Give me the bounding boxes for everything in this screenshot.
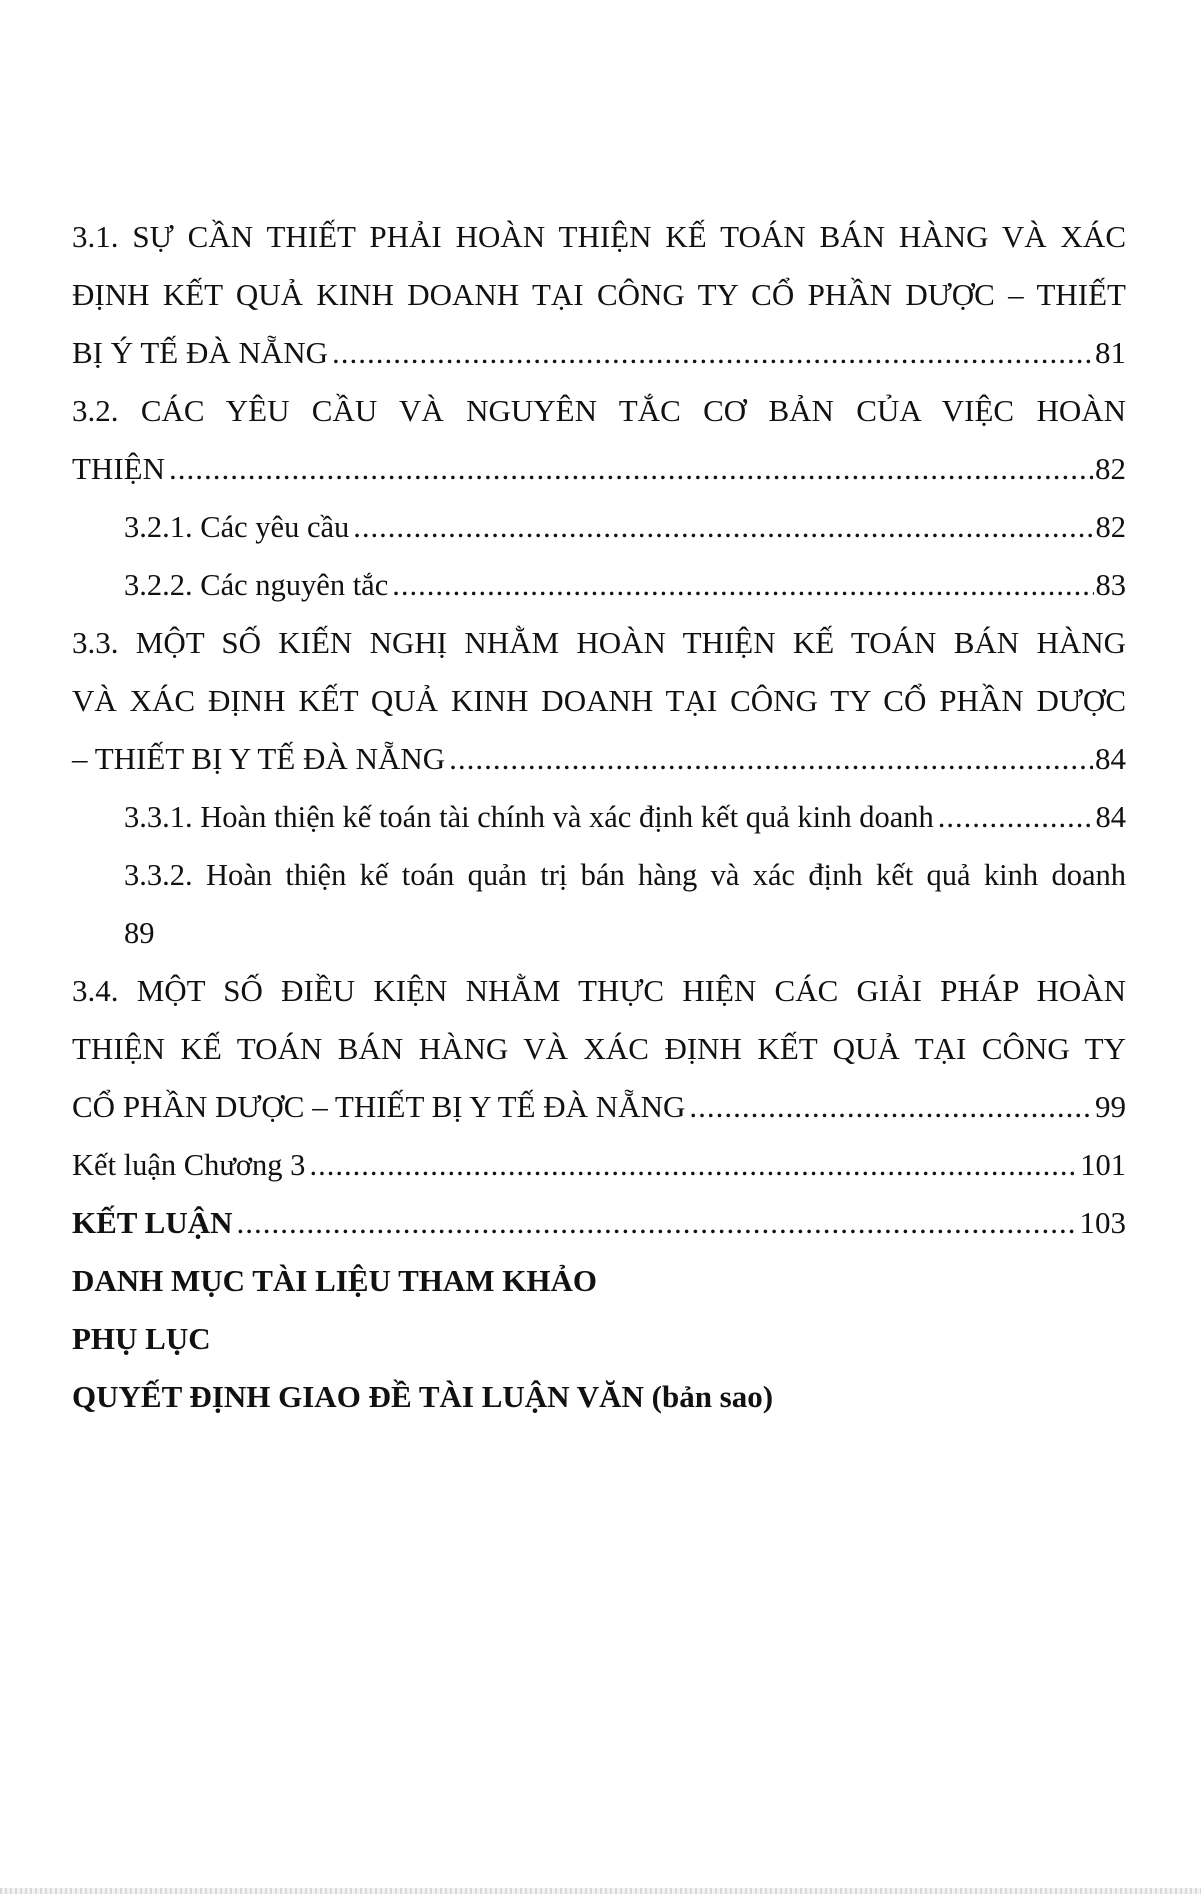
toc-entry-3-3-line-1: 3.3. MỘT SỐ KIẾN NGHỊ NHẰM HOÀN THIỆN KẾ TOÁN BÁN HÀNG <box>72 625 1126 660</box>
toc-entry-3-3-title: – THIẾT BỊ Y TẾ ĐÀ NẴNG <box>72 741 446 776</box>
toc-entry-3-3-2-line-1[interactable]: 3.3.2. Hoàn thiện kế toán quản trị bán hàng và xác định kết quả kinh doanh <box>124 858 1126 892</box>
toc-entry-3-2-page: 82 <box>1095 451 1126 486</box>
dot-leader <box>689 1078 1093 1136</box>
toc-entry-3-1[interactable] <box>72 324 1126 382</box>
dot-leader <box>332 324 1093 382</box>
toc-entry-3-1-line-2: ĐỊNH KẾT QUẢ KINH DOANH TẠI CÔNG TY CỔ PHẦN DƯỢC – THIẾT <box>72 277 1126 312</box>
toc-entry-3-3-page: 84 <box>1095 741 1126 776</box>
toc-entry-3-2-line-1: 3.2. CÁC YÊU CẦU VÀ NGUYÊN TẮC CƠ BẢN CỦA VIỆC HOÀN <box>72 393 1126 428</box>
toc-entry-3-1-page: 81 <box>1095 335 1126 370</box>
toc-entry-chapter-3-conclusion[interactable] <box>72 1136 1126 1194</box>
toc-entry-appendix[interactable]: PHỤ LỤC <box>72 1321 211 1356</box>
toc-entry-3-4-line-2: THIỆN KẾ TOÁN BÁN HÀNG VÀ XÁC ĐỊNH KẾT QUẢ TẠI CÔNG TY <box>72 1031 1126 1066</box>
toc-entry-conclusion-page: 103 <box>1079 1205 1126 1240</box>
toc-entry-3-2-2-title: 3.2.2. Các nguyên tắc <box>124 568 389 602</box>
toc-entry-3-4-page: 99 <box>1095 1089 1126 1124</box>
toc-entry-3-3-line-2: VÀ XÁC ĐỊNH KẾT QUẢ KINH DOANH TẠI CÔNG TY CỔ PHẦN DƯỢC <box>72 683 1126 718</box>
toc-entry-3-1-title: BỊ Ý TẾ ĐÀ NẴNG <box>72 335 329 370</box>
toc-entry-3-1-line-1: 3.1. SỰ CẦN THIẾT PHẢI HOÀN THIỆN KẾ TOÁN BÁN HÀNG VÀ XÁC <box>72 219 1126 254</box>
toc-entry-3-4-line-1: 3.4. MỘT SỐ ĐIỀU KIỆN NHẰM THỰC HIỆN CÁC GIẢI PHÁP HOÀN <box>72 973 1126 1008</box>
dot-leader <box>392 556 1093 614</box>
toc-entry-chapter-3-conclusion-title: Kết luận Chương 3 <box>72 1148 306 1182</box>
toc-entry-3-4[interactable] <box>72 1078 1126 1136</box>
dot-leader <box>169 440 1093 498</box>
toc-entry-3-4-title: CỔ PHẦN DƯỢC – THIẾT BỊ Y TẾ ĐÀ NẴNG <box>72 1089 686 1124</box>
toc-entry-3-3-2-page: 89 <box>124 916 155 950</box>
toc-entry-thesis-decision[interactable]: QUYẾT ĐỊNH GIAO ĐỀ TÀI LUẬN VĂN (bản sao) <box>72 1379 774 1414</box>
dot-leader <box>449 730 1093 788</box>
dot-leader <box>938 788 1094 846</box>
table-of-contents <box>72 208 1126 1426</box>
toc-entry-3-2-1[interactable] <box>72 498 1126 556</box>
toc-entry-conclusion-title: KẾT LUẬN <box>72 1205 233 1240</box>
toc-entry-3-3[interactable] <box>72 730 1126 788</box>
toc-entry-references[interactable]: DANH MỤC TÀI LIỆU THAM KHẢO <box>72 1263 598 1298</box>
toc-entry-3-2-2-page: 83 <box>1095 568 1126 602</box>
toc-entry-chapter-3-conclusion-page: 101 <box>1080 1148 1126 1182</box>
dot-leader <box>353 498 1093 556</box>
toc-entry-3-2[interactable] <box>72 440 1126 498</box>
toc-entry-conclusion[interactable] <box>72 1194 1126 1252</box>
toc-entry-3-2-1-title: 3.2.1. Các yêu cầu <box>124 510 350 544</box>
scan-edge <box>0 1888 1201 1894</box>
toc-entry-3-3-1-title: 3.3.1. Hoàn thiện kế toán tài chính và xác định kết quả kinh doanh <box>124 800 934 834</box>
toc-entry-3-2-1-page: 82 <box>1095 510 1126 544</box>
dot-leader <box>237 1194 1078 1252</box>
toc-entry-3-3-1-page: 84 <box>1095 800 1126 834</box>
dot-leader <box>309 1136 1078 1194</box>
toc-entry-3-2-title: THIỆN <box>72 451 165 486</box>
toc-entry-3-2-2[interactable] <box>72 556 1126 614</box>
toc-entry-3-3-1[interactable] <box>72 788 1126 846</box>
